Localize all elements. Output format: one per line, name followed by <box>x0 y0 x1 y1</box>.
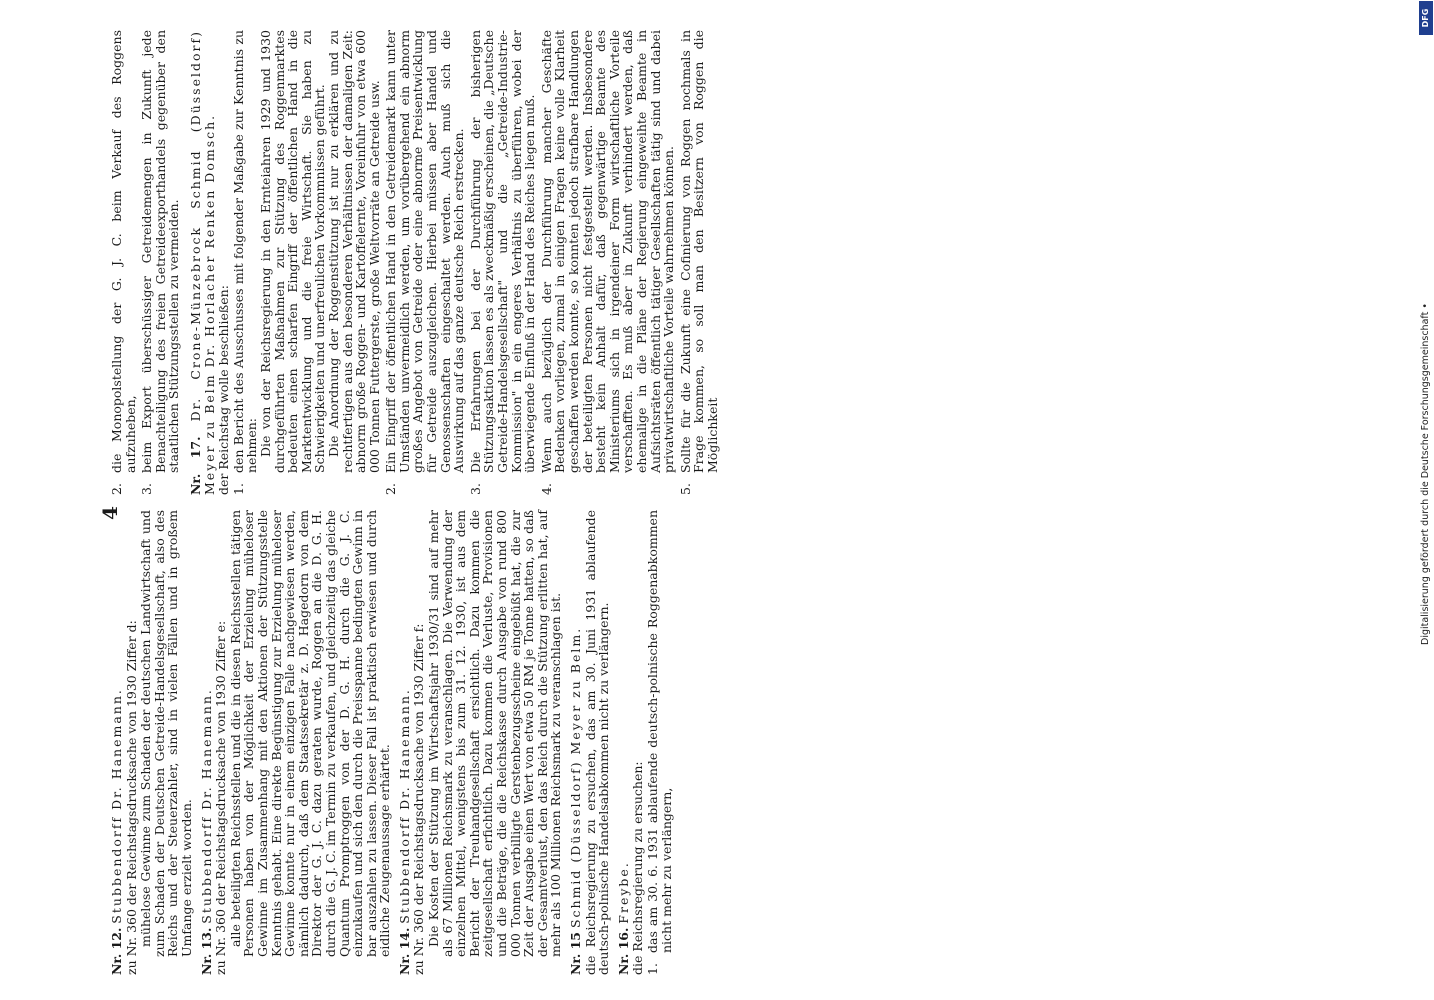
list-item <box>384 30 466 495</box>
motion-14 <box>398 510 563 975</box>
item-number: 1. <box>644 963 660 975</box>
item-number: 2. <box>383 483 399 495</box>
motion-15 <box>569 510 611 975</box>
list-item <box>469 30 537 495</box>
motion-reference: zu Nr. 360 der Reichstagsdrucksache von 1930 Ziffer f: <box>411 623 427 975</box>
funding-notice: Digitalisierung gefördert durch die Deutsche Forschungsgemeinschaft • <box>1420 303 1431 645</box>
motion-paragraph: mühelose Gewinne zum Schaden der deutschen Landwirtschaft und zum Schaden der Deutschen Getreide-Handelsgesellschaft, also des Reichs und der Steuerzahler, sind in vielen Fällen und in großem Umfange erzielt worden. <box>138 510 194 957</box>
item-text: Ein Eingriff der öffentlichen Hand in den Getreidemarkt kann unter Umständen unvermeidlich werden, um vorübergehend ein abnorm großes Angebot von Getreide oder eine abnorme Preisentwicklung für Getreide auszugleichen. Hierbei müssen aber Handel und Genossenschaften eingeschaltet werden. Auch muß sich die Auswirkung auf das ganze deutsche Reich erstrecken. <box>383 30 467 473</box>
item-text: beim Export überschüssiger Getreidemengen in Zukunft jede Benachteiligung des freien Getreideexporthandels gegenüber den staatlichen Stützungsstellen zu vermeiden. <box>139 30 182 473</box>
motion-number: Nr. 14. <box>396 927 412 975</box>
list-item <box>646 510 673 975</box>
motion-text: der Reichstag wolle beschließen: <box>216 285 232 495</box>
list-item <box>110 30 137 495</box>
right-column <box>110 30 726 495</box>
item-number: 3. <box>139 483 155 495</box>
item-text: Sollte für die Zukunft eine Cofinierung von Roggen nochmals in Frage kommen, so soll man den Besitzern von Roggen die Möglichkeit <box>677 30 720 473</box>
list-item <box>140 30 181 495</box>
motion-signatories: Stubbendorff Dr. Hanemann. <box>109 688 124 924</box>
item-number: 2. <box>109 483 124 495</box>
item-text: das am 30. 6. 1931 ablaufende deutsch-polnische Roggenabkommen nicht mehr zu verlängern, <box>644 510 674 953</box>
item-number: 5. <box>677 483 693 495</box>
motion-number: Nr. 13. <box>198 927 214 975</box>
item-number: 1. <box>230 483 246 495</box>
motion-16 <box>617 510 673 975</box>
item-text: Wenn auch bezüglich der Durchführung mancher Geschäfte Bedenken vorliegen, zumal in einigen Fragen keine volle Klarheit geschaffen werden konnte, so konnten jedoch strafbare Handlungen der beteiligten Personen nicht festgestellt werden. Insbesondere besteht kein Anhalt dafür, daß gegenwärtige Beamte des Ministeriums sich in irgendeiner Form wirtschaftliche Vorteile verschafften. Es muß aber in Zukunft verhindert werden, daß ehemalige in die Pläne der Regierung eingeweihte Beamte in Aufsichtsräten öffentlich tätiger Gesellschaften tätig sind und dabei privatwirtschaftliche Vorteile wahrnehmen können. <box>538 30 677 473</box>
motion-12 <box>110 510 194 975</box>
motion-signatories: Dr. Crone-Münzebrock Schmid (Düsseldorf) Meyer zu Belm Dr. Horlacher Renken Domsch. <box>187 30 217 495</box>
motion-number: Nr. 12. <box>109 927 124 975</box>
motion-reference: zu Nr. 360 der Reichstagsdrucksache von 1930 Ziffer d: <box>123 620 139 975</box>
motion-signatories: Stubbendorff Dr. Hanemann. <box>198 688 214 924</box>
dfg-logo: DFG <box>1419 1 1433 35</box>
list-item <box>232 30 382 495</box>
motion-17 <box>189 30 720 495</box>
item-text: die Monopolstellung der G. J. C. beim Verkauf des Roggens aufzuheben, <box>109 30 138 473</box>
funding-sidebar <box>1418 0 1434 1000</box>
item-text: Die Anordnung der Roggenstützung ist nur zu erklären und zu rechtfertigen aus den besonderen Verhältnissen der damaligen Zeit: abnorm große Roggen- und Kartoffelernte, Voreinfuhr von etwa 600 000 Tonnen Futtergerste, große Weltvorräte an Getreide usw. <box>325 30 382 473</box>
left-column <box>110 510 679 975</box>
motion-signatories: Stubbendorff Dr. Hanemann. <box>396 688 412 924</box>
item-text: Die von der Reichsregierung in den Ernteiahren 1929 und 1930 durchgeführten Maßnahmen zur Stützung des Roggenmarktes bedeuten einen scharfen Eingriff der öffentlichen Hand in die Marktentwicklung und die freie Wirtschaft. Sie haben zu Schwierigkeiten und unerfreulichen Vorkommnissen geführt. <box>257 30 328 473</box>
motion-paragraph: Die Kosten der Stützung im Wirtschaftsjahr 1930/31 sind auf mehr als 67 Millionen Reichsmark zu veranschlagen. Die Verwendung der einzelnen Mittel, wenigstens bis zum 31. 12. 1930, ist aus dem Bericht der Treuhandgesellschaft ersichtlich. Dazu kommen die zeitgesellschaft erfichtlich. Dazu kommen die Verluste, Provisionen und die Beträge, die die Reichskasse durch Ausgabe von rund 800 000 Tonnen verbilligte Gerstenbezugsscheine eingebüßt hat, die zur Zeit der Ausgabe einen Wert von etwa 50 RM je Tonne hatten, so daß der Gesamtverlust, den das Reich durch die Stützung erlitten hat, auf mehr als 100 Millionen Reichsmark zu veranschlagen ist. <box>426 510 564 957</box>
motion-paragraph: alle beteiligten Reichsstellen und die in diesen Reichsstellen tätigen Personen haben von der Möglichkeit der Erzielung müheloser Gewinne im Zusammenhang mit den Aktionen der Stützungsstelle Kenntnis gehabt. Eine direkte Begünstigung zur Erzielung müheloser Gewinne konnte nur in einem einzigen Falle nachgewiesen werden, nämlich dadurch, daß dem Staatssekretär z. D. Hagedorn von dem Direktor der G. J. C. dazu geraten wurde, Roggen an die D. G. H. durch die G. J. C. im Termin zu verkaufen, und gleichzeitig das gleiche Quantum Promptroggen von der D. G. H. durch die G. J. C. einzukaufen und sich den durch die Preisspanne bedingten Gewinn in bar auszahlen zu lassen. Dieser Fall ist praktisch erwiesen und durch eidliche Zeugenaussage erhärtet. <box>227 510 393 957</box>
motion-text: die Reichsregierung zu ersuchen: <box>630 761 646 975</box>
item-number: 3. <box>467 483 483 495</box>
motion-text: die Reichsregierung zu ersuchen, das am 30. Juni 1931 ablaufende deutsch-polnische Handelsabkommen nicht zu verlängern. <box>582 510 612 975</box>
motion-number: Nr. 17. <box>187 436 203 495</box>
list-item <box>679 30 720 495</box>
motion-signatories: Freybe. <box>615 861 631 924</box>
motion-reference: zu Nr. 360 der Reichstagsdrucksache von 1930 Ziffer e: <box>213 620 229 975</box>
motion-number: Nr. 16. <box>615 927 631 975</box>
item-number: 4. <box>538 483 554 495</box>
motion-number: Nr. 15 <box>568 932 583 975</box>
page-number: 4 <box>98 506 122 520</box>
list-item <box>540 30 676 495</box>
motion-signatories: Schmid (Düsseldorf) Meyer zu Belm. <box>568 626 583 929</box>
motion-13 <box>200 510 392 975</box>
item-text: Die Erfahrungen bei der Durchführung der bisherigen Stützungsaktion lassen es als zweckmäßig erscheinen, die „Deutsche Getreide-Handelsgesellschaft" und die „Getreide-Industrie-Kommission" in ein engeres Verhältnis zu überführen, wobei der überwiegende Einfluß in der Hand des Reiches liegen muß. <box>467 30 538 473</box>
item-text: den Bericht des Ausschusses mit folgender Maßgabe zur Kenntnis zu nehmen: <box>230 30 260 473</box>
